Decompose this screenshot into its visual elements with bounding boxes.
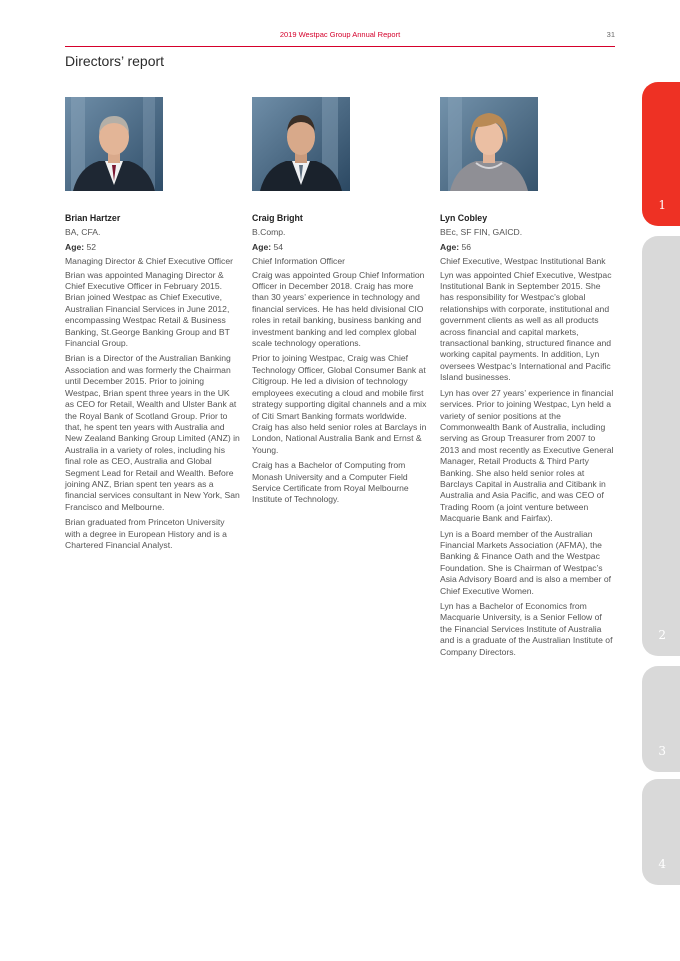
age-label: Age: [252, 241, 272, 252]
section-tab-4[interactable] [642, 779, 680, 885]
age-label: Age: [65, 241, 85, 252]
section-tab-label: 3 [658, 744, 666, 758]
section-tab-label: 1 [658, 198, 666, 212]
portrait-lyn-cobley [440, 97, 538, 191]
section-tab-2[interactable] [642, 236, 680, 656]
portrait-brian-hartzer [65, 97, 163, 191]
page-number: 31 [606, 30, 615, 39]
director-name: Brian Hartzer [65, 213, 121, 223]
director-bio-paragraph: Lyn has over 27 years’ experience in financial services. Prior to joining Westpac, Lyn held a variety of senior positions at the Commonwealth Bank of Australia, including serving as Group Treasurer from 2007 to 2013 and most recently as Executive General Manager, Retail Products & Third Party Banking. She also held senior roles at Barclays Capital in Australia and Citibank in Australia and Asia Pacific, and was CEO of Trading Room (a joint venture between Macquarie Bank and Fairfax). [440, 387, 614, 524]
age-label: Age: [440, 241, 460, 252]
director-role: Managing Director & Chief Executive Officer [65, 256, 233, 267]
director-bio-paragraph: Brian was appointed Managing Director & Chief Executive Officer in February 2015. Brian joined Westpac as Chief Executive, Australian Financial Services in June 2012, encompassing Westpac Retail & Business Banking, St.George Banking Group and BT Financial Group. [65, 269, 230, 349]
director-column-lyn-cobley [440, 213, 616, 662]
section-tab-3[interactable] [642, 666, 680, 772]
director-bio-paragraph: Brian is a Director of the Australian Banking Association and was formerly the Chairman until December 2015. Prior to joining Westpac, Brian spent three years in the UK as CEO for Retail, Wealth and Ulster Bank at the Royal Bank of Scotland Group. Prior to that, he spent ten years with Australia and New Zealand Banking Group Limited (ANZ) in Australia in a variety of roles, including his final role as CEO, Australia and Global Segment Lead for Retail and Wealth. Before joining ANZ, Brian spent ten years as a financial services consultant in New York, San Francisco and Melbourne. [65, 353, 240, 512]
director-bio-paragraph: Craig was appointed Group Chief Information Officer in December 2018. Craig has more than 30 years’ experience in technology and financial services. He has held divisional CIO roles in retail banking, business banking and investment banking and led complex global scale technology operations. [252, 269, 425, 349]
director-bio-paragraph: Lyn has a Bachelor of Economics from Macquarie University, is a Senior Fellow of the Financial Services Institute of Australia and is a graduate of the Australian Institute of Company Directors. [440, 601, 613, 657]
director-column-brian-hartzer [65, 213, 241, 555]
director-role: Chief Executive, Westpac Institutional Bank [440, 256, 606, 267]
director-name: Craig Bright [252, 213, 303, 223]
director-qualifications: BA, CFA. [65, 227, 101, 238]
portrait-craig-bright [252, 97, 350, 191]
director-qualifications: BEc, SF FIN, GAICD. [440, 227, 523, 238]
header-divider [65, 46, 615, 47]
section-tab-1[interactable] [642, 82, 680, 226]
section-tab-label: 2 [658, 628, 666, 642]
director-bio-paragraph: Craig has a Bachelor of Computing from Monash University and a Computer Field Service Certificate from Royal Melbourne Institute of Technology. [252, 460, 409, 505]
director-bio-paragraph: Prior to joining Westpac, Craig was Chief Technology Officer, Global Consumer Bank at Citigroup. He led a division of technology employees executing a cloud and mobile first strategy supporting digital channels and a mix of Citi Smart Banking formats worldwide. Craig has also held senior roles at Barclays in London, National Australia Bank and Ernst & Young. [252, 353, 427, 455]
director-column-craig-bright [252, 213, 428, 510]
report-title: 2019 Westpac Group Annual Report [279, 30, 401, 39]
director-bio-paragraph: Lyn is a Board member of the Australian Financial Markets Association (AFMA), the Banking & Finance Oath and the Westpac Foundation. She is Chairman of Westpac’s Asia Advisory Board and is also a member of Chief Executive Women. [440, 528, 612, 596]
director-bio-paragraph: Brian graduated from Princeton University with a degree in European History and is a Chartered Financial Analyst. [65, 517, 227, 550]
age-value: 52 [86, 241, 97, 252]
director-age [252, 242, 428, 253]
director-age [65, 242, 241, 253]
page-title: Directors’ report [65, 53, 165, 69]
age-value: 54 [273, 241, 284, 252]
director-bio-paragraph: Lyn was appointed Chief Executive, Westpac Institutional Bank in September 2015. She has responsibility for Westpac’s global relationships with corporate, institutional and government clients as well as all products across financial and capital markets, transactional banking, structured finance and working capital payments. In addition, Lyn oversees Westpac’s International and Pacific Island businesses. [440, 269, 612, 383]
director-role: Chief Information Officer [252, 256, 345, 267]
director-age [440, 242, 616, 253]
age-value: 56 [461, 241, 472, 252]
section-tab-label: 4 [658, 857, 666, 871]
director-qualifications: B.Comp. [252, 227, 286, 238]
director-name: Lyn Cobley [440, 213, 488, 223]
